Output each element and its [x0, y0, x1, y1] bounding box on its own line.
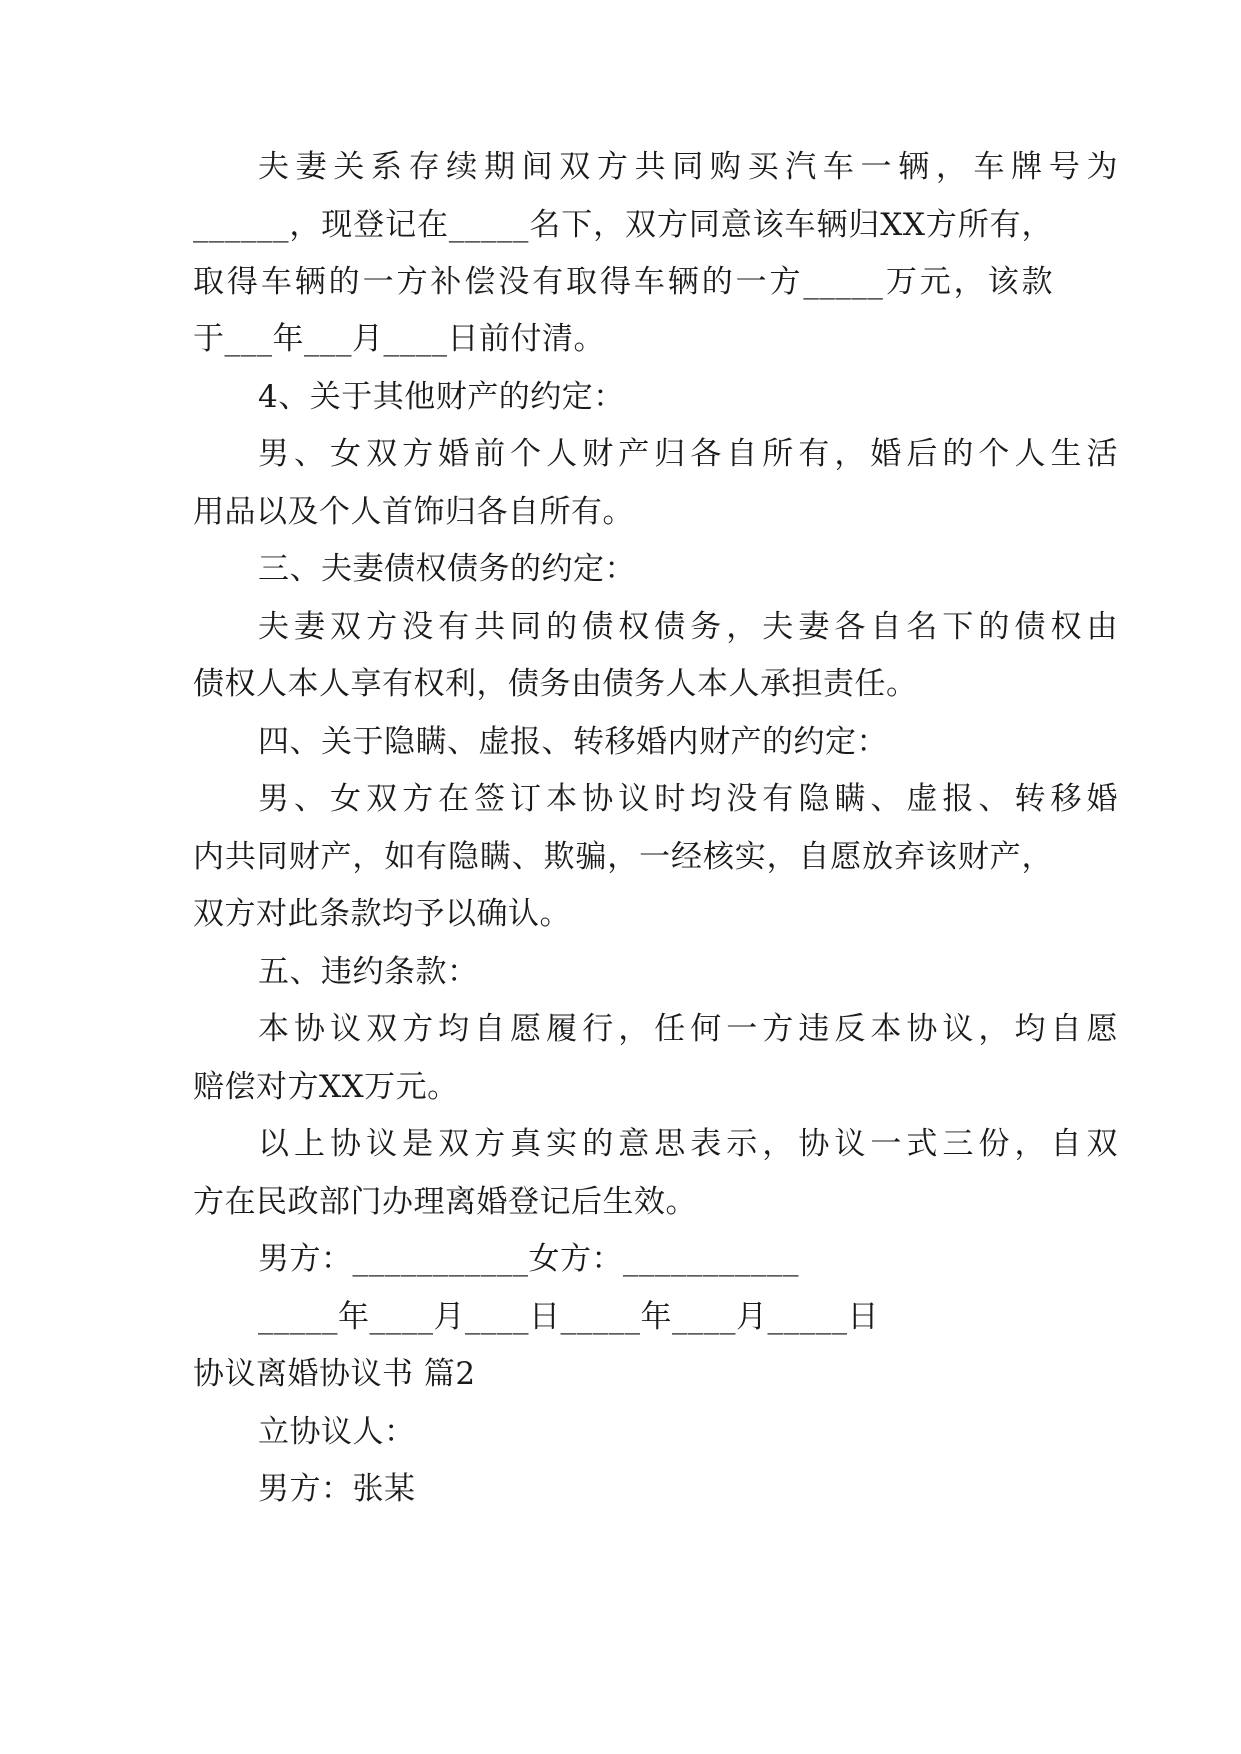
- paragraph-line: 于___年___月____日前付清。: [193, 321, 605, 357]
- paragraph-line: 赔偿对方XX万元。: [193, 1069, 459, 1105]
- paragraph-line: 取得车辆的一方补偿没有取得车辆的一方_____万元，该款: [193, 264, 1053, 300]
- date-line: _____年____月____日_____年____月_____日: [258, 1299, 879, 1335]
- paragraph-line: ______，现登记在_____名下，双方同意该车辆归XX方所有，: [193, 207, 1053, 243]
- section-heading: 五、违约条款：: [258, 954, 479, 990]
- paragraph-line: 内共同财产，如有隐瞒、欺骗，一经核实，自愿放弃该财产，: [193, 839, 1053, 875]
- paragraph-line: 本协议双方均自愿履行，任何一方违反本协议，均自愿: [258, 1011, 1118, 1047]
- paragraph-line: 男、女双方婚前个人财产归各自所有，婚后的个人生活: [258, 436, 1118, 472]
- paragraph-line: 夫妻双方没有共同的债权债务，夫妻各自名下的债权由: [258, 609, 1118, 645]
- section-heading: 四、关于隐瞒、虚报、转移婚内财产的约定：: [258, 724, 888, 760]
- section-heading: 4、关于其他财产的约定：: [258, 379, 625, 415]
- paragraph-line: 立协议人：: [258, 1414, 416, 1450]
- document-subtitle: 协议离婚协议书 篇2: [193, 1356, 476, 1392]
- paragraph-line: 债权人本人享有权利，债务由债务人本人承担责任。: [193, 666, 918, 702]
- paragraph-line: 双方对此条款均予以确认。: [193, 896, 571, 932]
- paragraph-line: 方在民政部门办理离婚登记后生效。: [193, 1184, 697, 1220]
- paragraph-line: 男、女双方在签订本协议时均没有隐瞒、虚报、转移婚: [258, 781, 1118, 817]
- section-heading: 三、夫妻债权债务的约定：: [258, 551, 636, 587]
- paragraph-line: 以上协议是双方真实的意思表示，协议一式三份，自双: [258, 1126, 1118, 1162]
- paragraph-line: 夫妻关系存续期间双方共同购买汽车一辆，车牌号为: [258, 149, 1118, 185]
- paragraph-line: 男方：张某: [258, 1471, 416, 1507]
- paragraph-line: 用品以及个人首饰归各自所有。: [193, 494, 634, 530]
- signature-line: 男方：___________女方：___________: [258, 1241, 799, 1277]
